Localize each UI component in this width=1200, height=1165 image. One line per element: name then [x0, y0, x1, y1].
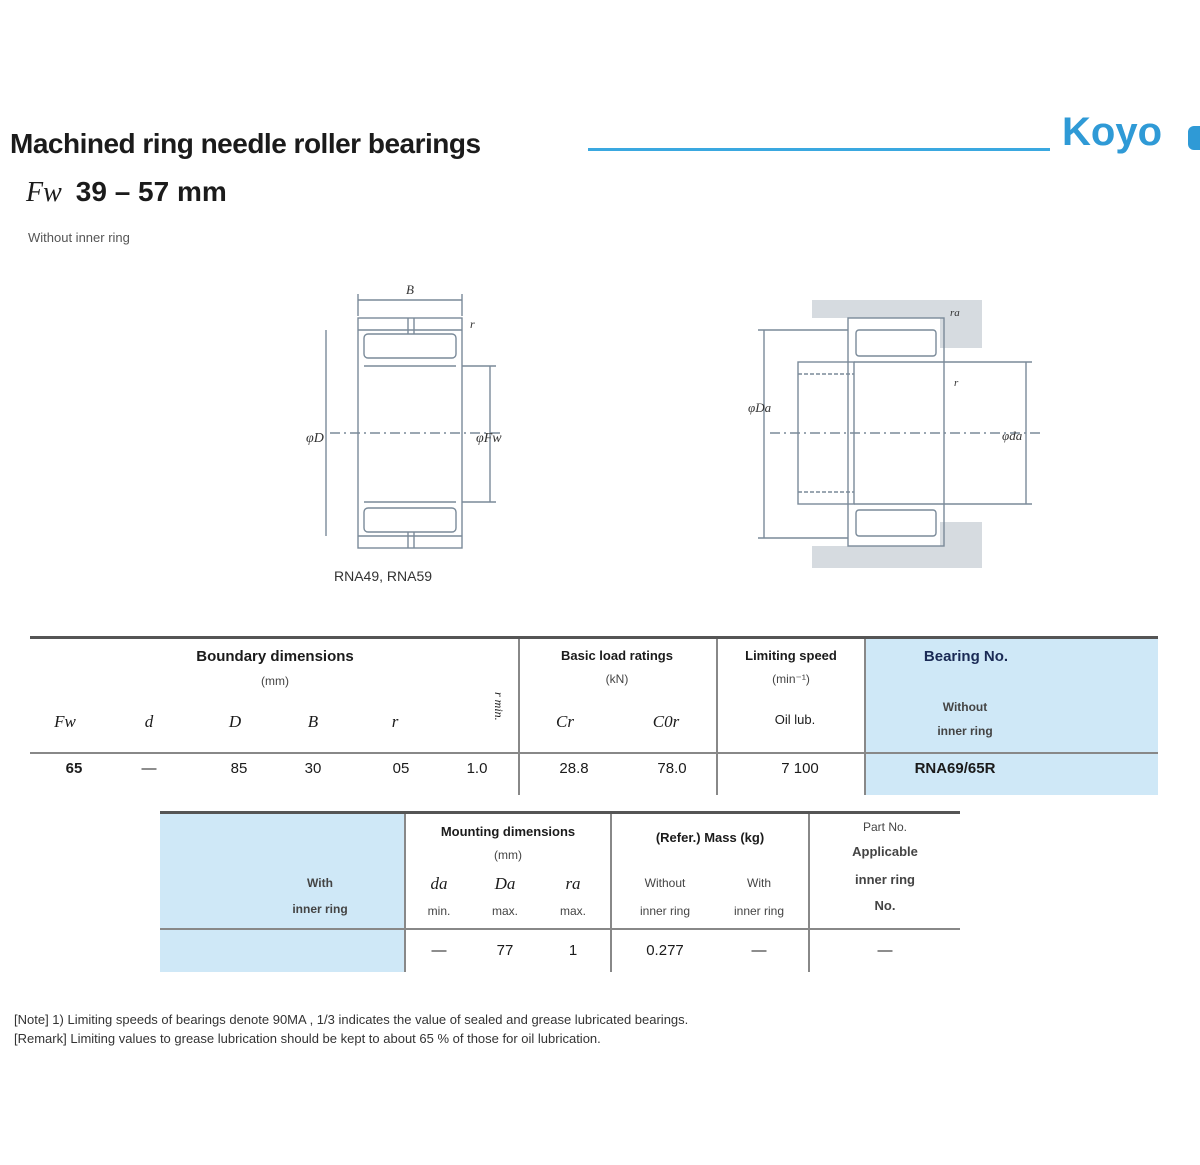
col-r-min: r min.: [492, 691, 506, 721]
mass-with: With: [747, 876, 771, 890]
header-mounting-unit: (mm): [494, 848, 522, 862]
inner-ring-highlight: [160, 814, 404, 972]
col-oil-lub: Oil lub.: [774, 712, 816, 727]
cell-d: —: [141, 760, 157, 777]
header-part-no-label: No.: [874, 898, 896, 913]
label-B: B: [406, 282, 414, 297]
table2-header-rule: [160, 928, 960, 930]
label-Da: φDa: [748, 400, 772, 415]
header-boundary-unit: (mm): [261, 674, 289, 688]
cell-r-min: 1.0: [466, 760, 488, 777]
header-bearing-inner-ring: inner ring: [937, 724, 993, 738]
col-da: da: [430, 874, 448, 893]
cell-da: —: [431, 942, 447, 959]
table1-header-rule: [30, 752, 1158, 754]
header-bearing-without: Without: [942, 700, 988, 714]
size-range: [26, 176, 227, 209]
header-load-unit: (kN): [605, 672, 629, 686]
cell-B: 30: [304, 760, 322, 777]
cell-ra: 1: [568, 942, 578, 959]
header-speed-unit: (min⁻¹): [772, 672, 810, 686]
mounting-drawing: [740, 290, 1060, 590]
label-ra-2: r: [954, 377, 959, 389]
header-load-ratings: Basic load ratings: [561, 648, 673, 663]
cell-bearing-no: RNA69/65R: [914, 760, 996, 777]
mass-with-inner: inner ring: [733, 904, 785, 918]
header-mounting-dimensions: Mounting dimensions: [440, 824, 576, 839]
col-B: B: [307, 712, 319, 731]
col-Da-sub: max.: [491, 904, 518, 918]
mass-without-inner: inner ring: [639, 904, 691, 918]
header-bearing-no: Bearing No.: [923, 648, 1009, 665]
table2-divider: [808, 814, 810, 972]
range-symbol: Fw: [26, 177, 62, 208]
col-Da: Da: [494, 874, 516, 893]
cell-Fw: 65: [65, 760, 83, 777]
title-rule: [588, 148, 1050, 151]
footnotes: [14, 1010, 688, 1048]
table1-top-rule: [30, 636, 1158, 639]
range-value: 39 – 57 mm: [75, 176, 227, 207]
col-D: D: [228, 712, 242, 731]
cell-D: 85: [230, 760, 248, 777]
cell-part-no: —: [877, 942, 893, 959]
cell-speed: 7 100: [781, 760, 819, 777]
page-title: Machined ring needle roller bearings: [10, 128, 481, 159]
header-with-inner-ring: inner ring: [292, 902, 348, 916]
col-ra: ra: [565, 874, 581, 893]
footnote-remark: [Remark] Limiting values to grease lubrication should be kept to about 65 % of those for oil lubrication.: [14, 1031, 601, 1046]
table2-top-rule: [160, 811, 960, 814]
label-Fw: φFw: [476, 431, 502, 446]
header-boundary-dimensions: Boundary dimensions: [196, 648, 354, 665]
footnote-note: [Note] 1) Limiting speeds of bearings denote 90MA , 1/3 indicates the value of sealed and grease lubricated bearings.: [14, 1012, 689, 1027]
cell-Cr: 28.8: [559, 760, 589, 777]
header-limiting-speed: Limiting speed: [745, 648, 837, 663]
col-d: d: [144, 712, 154, 731]
cell-mass-without: 0.277: [646, 942, 684, 959]
col-Fw: Fw: [54, 712, 76, 731]
figure-caption: RNA49, RNA59: [334, 568, 433, 584]
col-ra-sub: max.: [559, 904, 586, 918]
cell-mass-with: —: [751, 942, 767, 959]
bearing-section-drawing: [290, 270, 530, 560]
label-D: φD: [306, 431, 324, 446]
brand-tab-marker: [1188, 126, 1200, 150]
label-r: r: [470, 317, 475, 331]
cell-r: 05: [392, 760, 410, 777]
col-Cr: Cr: [556, 712, 574, 731]
subtitle: Without inner ring: [28, 230, 130, 245]
label-ra: ra: [950, 307, 960, 319]
brand-logo: Koyo: [1062, 110, 1162, 154]
col-r: r: [391, 712, 399, 731]
header-mass: (Refer.) Mass (kg): [655, 830, 765, 845]
cell-C0r: 78.0: [657, 760, 687, 777]
label-da: φda: [1002, 428, 1023, 443]
cell-Da: 77: [496, 942, 514, 959]
header-with: With: [307, 876, 333, 890]
col-da-sub: min.: [427, 904, 451, 918]
header-part-inner-ring: inner ring: [855, 872, 915, 887]
header-applicable: Applicable: [852, 844, 918, 859]
mass-without: Without: [644, 876, 686, 890]
col-C0r: C0r: [652, 712, 680, 731]
header-part-no: Part No.: [862, 820, 907, 834]
